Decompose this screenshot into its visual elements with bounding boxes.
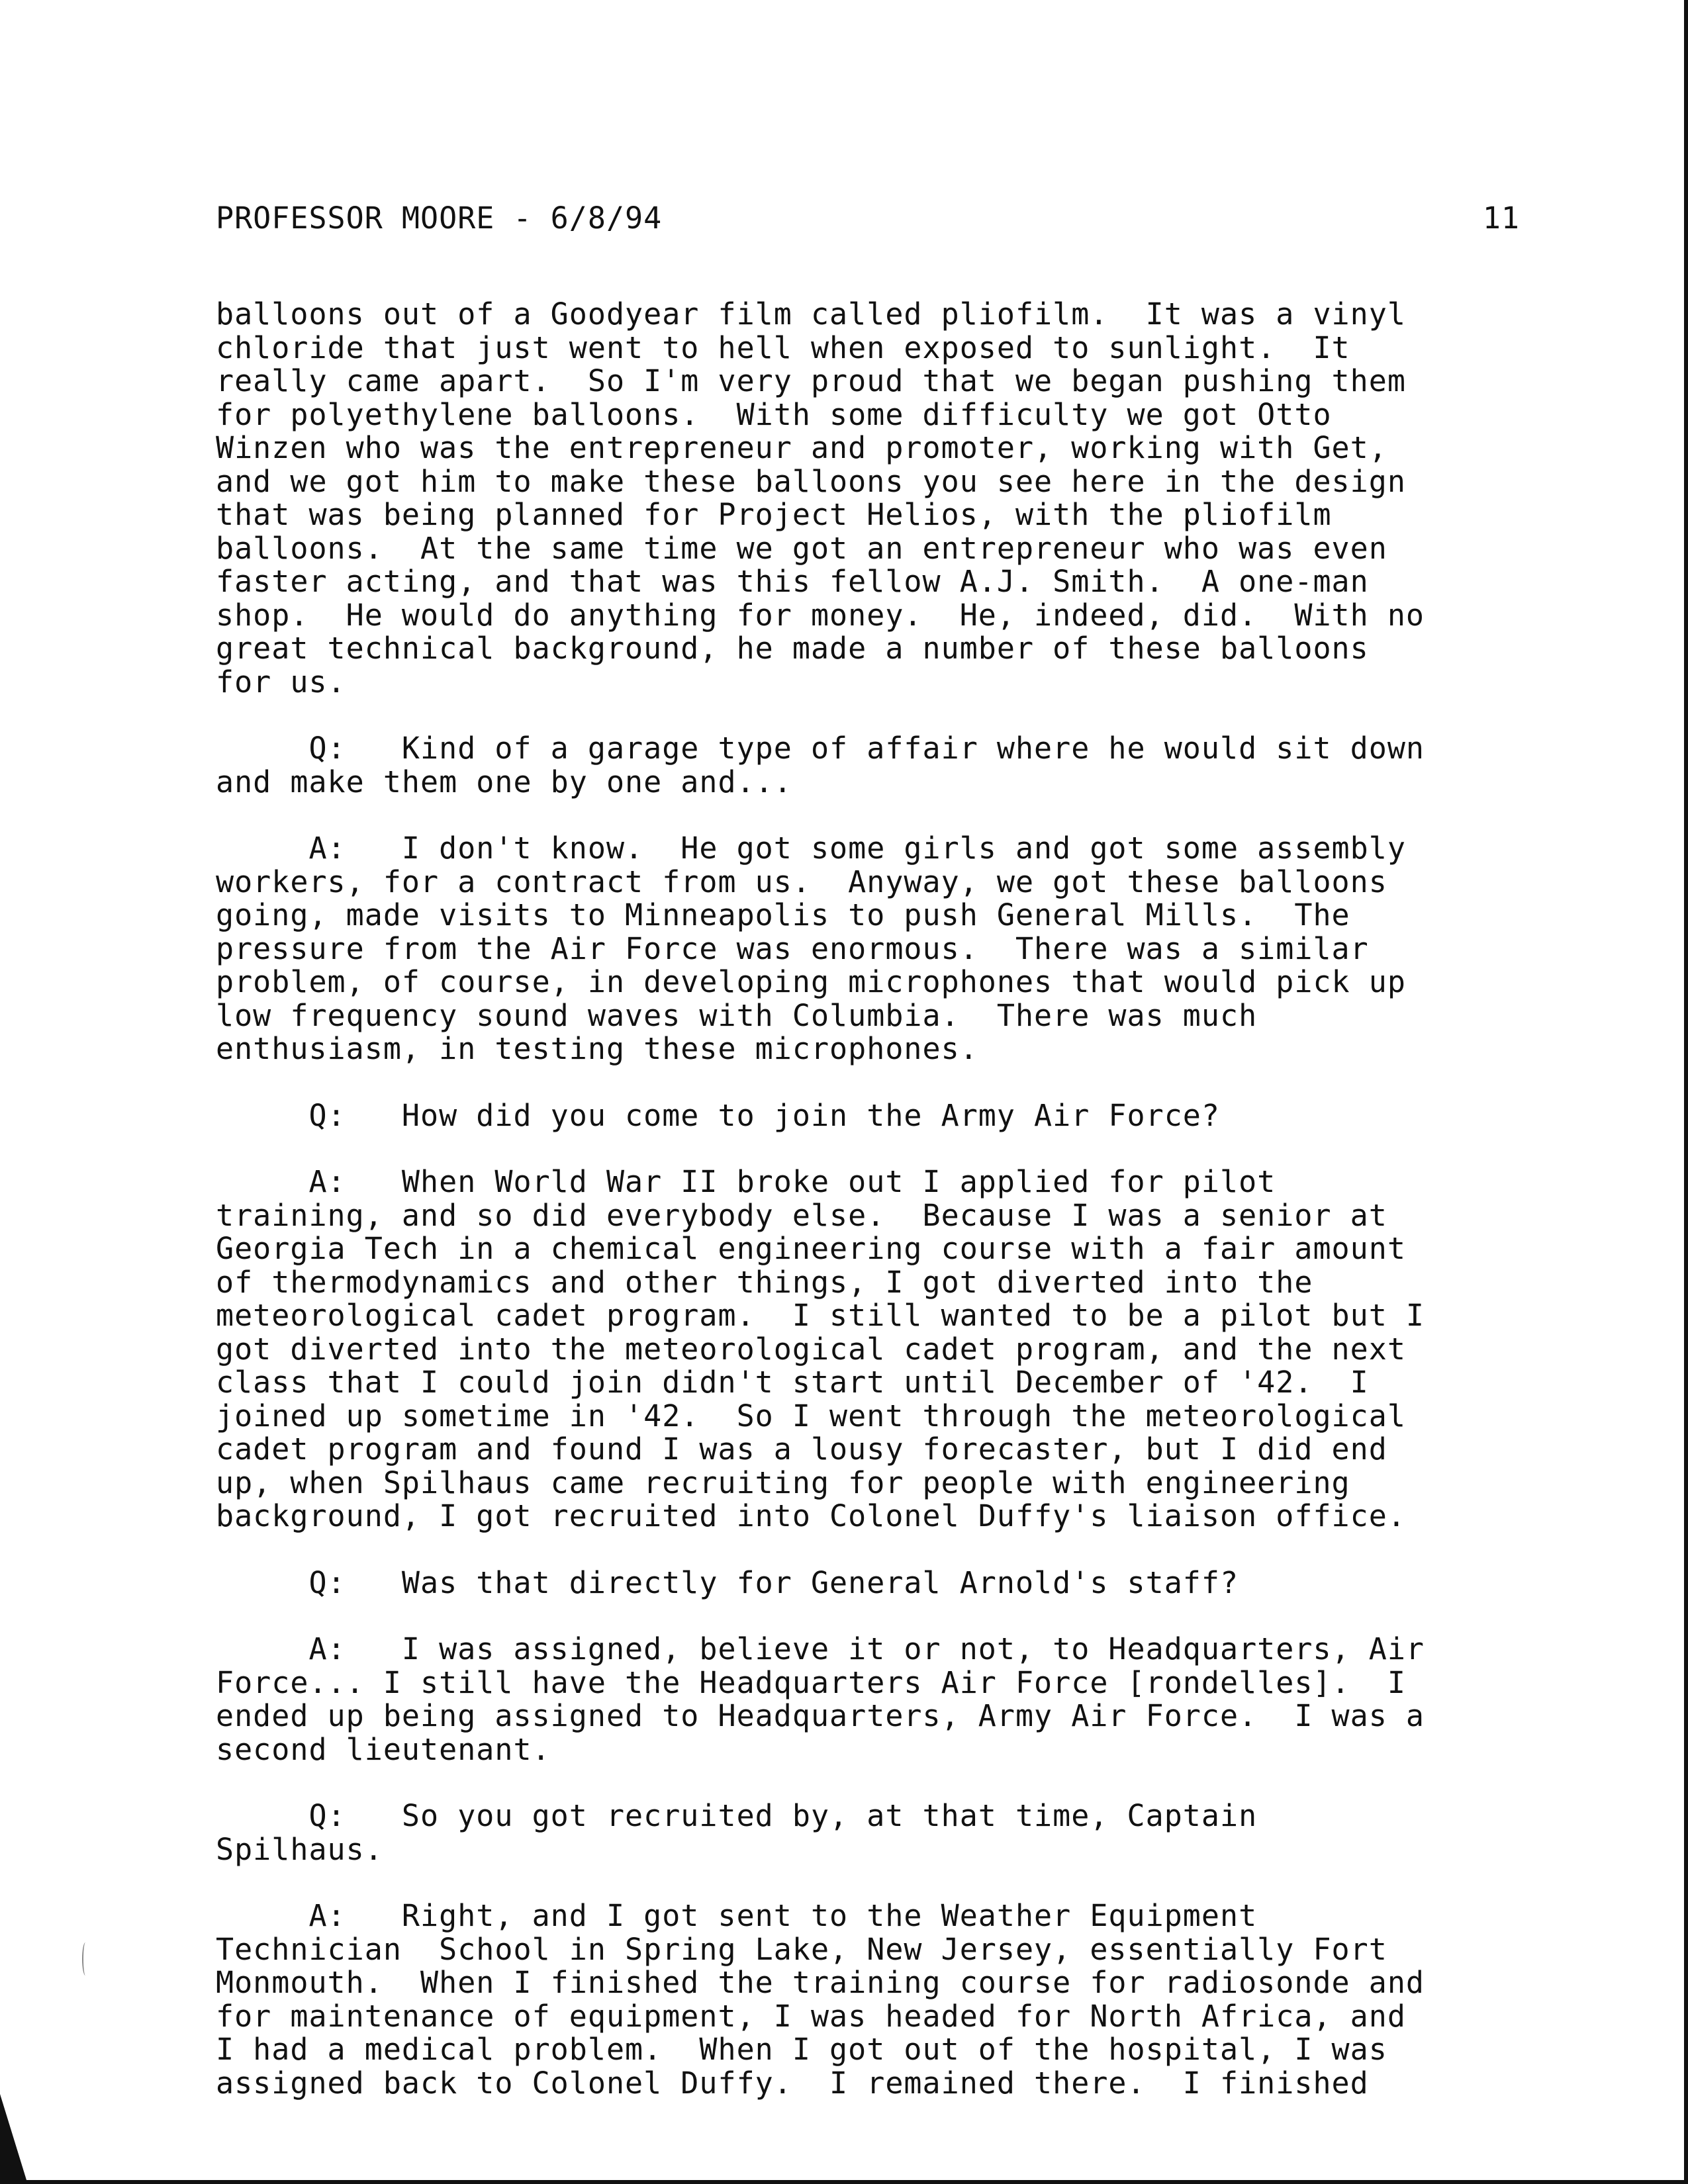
transcript-body <box>216 298 1526 2133</box>
page-header <box>216 199 1520 238</box>
answer-headquarters: A: I was assigned, believe it or not, to Headquarters, Air Force... I still have the Headquarters Air Force [rondelles]. I ended up being assigned to Headquarters, Army Air Force. I was a second lieutenant. <box>216 1631 1425 1767</box>
question-spilhaus: Q: So you got recruited by, at that time, Captain Spilhaus. <box>216 1798 1258 1867</box>
question-arnold-staff: Q: Was that directly for General Arnold's staff? <box>216 1565 1239 1600</box>
page-number: 11 <box>1482 201 1520 236</box>
answer-weather-equipment: A: Right, and I got sent to the Weather Equipment Technician School in Spring Lake, New Jersey, essentially Fort Monmouth. When I finished the training course for radiosonde and for maintenance of equipment, I was headed for North Africa, and I had a medical problem. When I got out of the hospital, I was assigned back to Colonel Duffy. I remained there. I finished <box>216 1898 1425 2101</box>
scan-bottom-edge <box>0 2180 1688 2184</box>
answer-world-war-ii: A: When World War II broke out I applied for pilot training, and so did everybody else. Because I was a senior at Georgia Tech in a chemical engineering course with a fair amount of thermodynamics and other things, I got diverted into the meteorological cadet program. I still wanted to be a pilot but I got diverted into the meteorological cadet program, and the next class that I could join didn't start until December of '42. I joined up sometime in '42. So I went through the meteorological cadet program and found I was a lousy forecaster, but I did end up, when Spilhaus came recruiting for people with engineering background, I got recruited into Colonel Duffy's liaison office. <box>216 1164 1425 1533</box>
scan-corner-mark <box>0 2094 26 2180</box>
answer-assembly: A: I don't know. He got some girls and got some assembly workers, for a contract from us. Anyway, we got these balloons going, made visits to Minneapolis to push General Mills. The pressure from the Air Force was enormous. There was a similar problem, of course, in developing microphones that would pick up low frequency sound waves with Columbia. There was much enthusiasm, in testing these microphones. <box>216 831 1406 1066</box>
question-garage: Q: Kind of a garage type of affair where he would sit down and make them one by one and... <box>216 731 1425 799</box>
scan-right-edge <box>1684 0 1688 2184</box>
scan-stray-mark <box>82 1942 89 1976</box>
document-title: PROFESSOR MOORE - 6/8/94 <box>216 201 663 236</box>
paragraph-balloons: balloons out of a Goodyear film called pliofilm. It was a vinyl chloride that just went to hell when exposed to sunlight. It really came apart. So I'm very proud that we began pushing them for polyethylene balloons. With some difficulty we got Otto Winzen who was the entrepreneur and promoter, working with Get, and we got him to make these balloons you see here in the design that was being planned for Project Helios, with the pliofilm balloons. At the same time we got an entrepreneur who was even faster acting, and that was this fellow A.J. Smith. A one-man shop. He would do anything for money. He, indeed, did. With no great technical background, he made a number of these balloons for us. <box>216 296 1425 700</box>
question-army-air-force: Q: How did you come to join the Army Air Force? <box>216 1097 1220 1133</box>
